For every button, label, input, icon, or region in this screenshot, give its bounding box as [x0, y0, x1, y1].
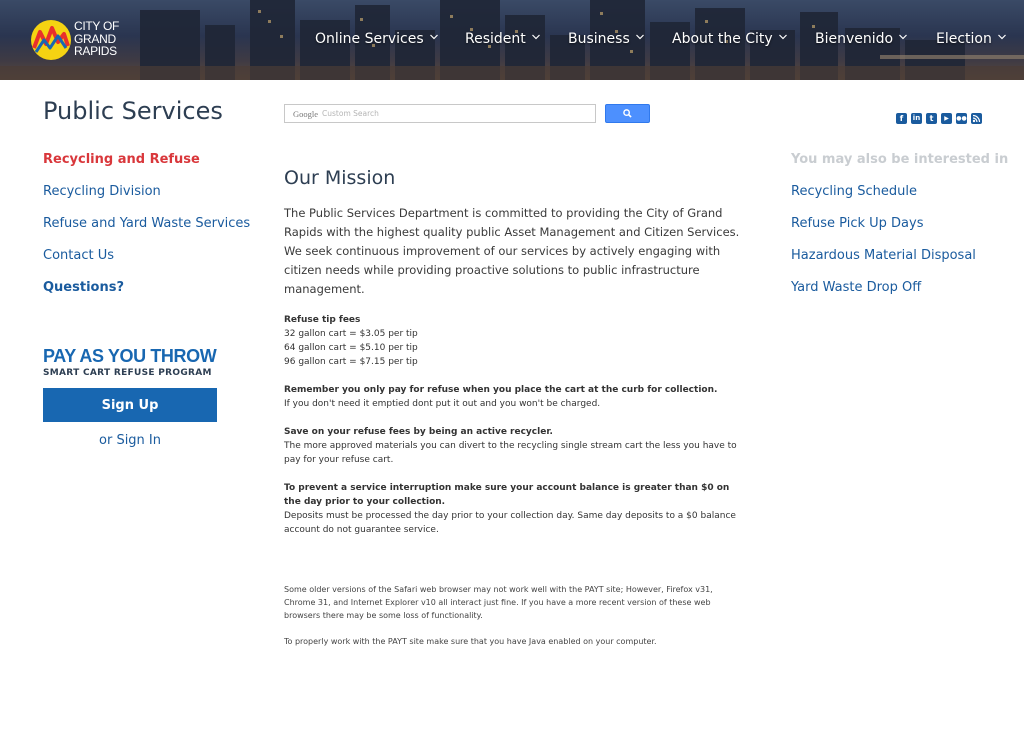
sidebar-item-questions[interactable]: Questions?: [43, 280, 124, 295]
search-box: [284, 104, 596, 123]
tip-title: Remember you only pay for refuse when you place the cart at the curb for collection.: [284, 385, 718, 395]
related-link-recycling-schedule[interactable]: Recycling Schedule: [791, 184, 918, 199]
fee-line: 64 gallon cart = $5.10 per tip: [284, 343, 418, 353]
mission-paragraph: The Public Services Department is committed to providing the City of Grand Rapids with the highest quality public Asset Management and Citizen Services.: [284, 206, 740, 239]
payt-promo: [43, 346, 217, 448]
chevron-down-icon: [899, 33, 907, 41]
fee-line: 32 gallon cart = $3.05 per tip: [284, 329, 418, 339]
nav-business[interactable]: Business: [568, 31, 644, 47]
rss-glyph: [971, 113, 982, 124]
fee-line: 96 gallon cart = $7.15 per tip: [284, 357, 418, 367]
chevron-down-icon: [998, 33, 1006, 41]
nav-bienvenido[interactable]: Bienvenido: [815, 31, 907, 47]
nav-about-the-city[interactable]: About the City: [672, 31, 787, 47]
chevron-down-icon: [430, 33, 438, 41]
note-text: To properly work with the PAYT site make sure that you have Java enabled on your computer.: [284, 637, 657, 646]
search-icon: [623, 109, 632, 118]
browser-notes: [284, 583, 744, 648]
tip-text: Deposits must be processed the day prior to your collection day. Same day deposits to a $0 balance account do not guarantee service.: [284, 511, 736, 535]
sidebar-nav: [43, 152, 250, 312]
page-title: Public Services: [43, 97, 223, 125]
note-text: Some older versions of the Safari web browser may not work well with the PAYT site; However, Firefox v31, Chrome 31, and Internet Explorer v10 all interact just fine. If you have a more recent version of these web browsers there may be some loss of functionality.: [284, 585, 713, 620]
sidebar-item-recycling-division[interactable]: Recycling Division: [43, 184, 161, 199]
sign-in-row: [43, 433, 217, 448]
payt-subtitle: SMART CART REFUSE PROGRAM: [43, 368, 212, 378]
sign-in-prefix: or: [98, 433, 113, 448]
sidebar-item-recycling-and-refuse[interactable]: Recycling and Refuse: [43, 152, 200, 167]
payt-title: PAY AS YOU THROW: [43, 346, 217, 366]
related-link-yard-waste-drop-off[interactable]: Yard Waste Drop Off: [791, 280, 922, 295]
related-link-refuse-pick-up-days[interactable]: Refuse Pick Up Days: [791, 216, 924, 231]
related-link-hazardous-material[interactable]: Hazardous Material Disposal: [791, 248, 976, 263]
chevron-down-icon: [532, 33, 540, 41]
refuse-fees-section: [284, 313, 744, 537]
tumblr-icon[interactable]: t: [926, 113, 937, 124]
mission-paragraph: We seek continuous improvement of our services by actively engaging with citizen needs while providing proactive solutions to public infrastructure management.: [284, 244, 721, 296]
facebook-icon[interactable]: f: [896, 113, 907, 124]
mission-heading: Our Mission: [284, 167, 396, 189]
social-icons: [896, 113, 982, 124]
related-heading: You may also be interested in: [791, 152, 1009, 167]
sidebar-item-refuse-and-yard-waste[interactable]: Refuse and Yard Waste Services: [43, 216, 251, 231]
tip-title: To prevent a service interruption make sure your account balance is greater than $0 on the day prior to your collection.: [284, 483, 730, 507]
nav-election[interactable]: Election: [936, 31, 1006, 47]
site-header: [0, 0, 1024, 80]
related-links: [791, 152, 1008, 312]
main-nav: [0, 31, 1024, 53]
nav-online-services[interactable]: Online Services: [315, 31, 438, 47]
mission-text: [284, 204, 744, 299]
tip-text: The more approved materials you can divert to the recycling single stream cart the less you have to pay for your refuse cart.: [284, 441, 737, 465]
sidebar-item-contact-us[interactable]: Contact Us: [43, 248, 114, 263]
google-brand: Google: [293, 108, 319, 119]
chevron-down-icon: [636, 33, 644, 41]
search-input[interactable]: [322, 106, 595, 122]
rss-icon[interactable]: [971, 113, 982, 124]
youtube-icon[interactable]: ▶: [941, 113, 952, 124]
flickr-icon[interactable]: ●●: [956, 115, 967, 122]
nav-resident[interactable]: Resident: [465, 31, 540, 47]
logo-text: CITY OF GRAND RAPIDS: [74, 19, 120, 58]
fees-title: Refuse tip fees: [284, 315, 361, 325]
tip-title: Save on your refuse fees by being an active recycler.: [284, 427, 553, 437]
sign-in-link[interactable]: Sign In: [116, 433, 161, 448]
sign-up-button[interactable]: Sign Up: [43, 388, 217, 422]
linkedin-icon[interactable]: in: [912, 114, 921, 122]
mission-section: [284, 167, 744, 299]
chevron-down-icon: [779, 33, 787, 41]
search-button[interactable]: [605, 104, 650, 123]
tip-text: If you don't need it emptied dont put it out and you won't be charged.: [284, 399, 601, 409]
